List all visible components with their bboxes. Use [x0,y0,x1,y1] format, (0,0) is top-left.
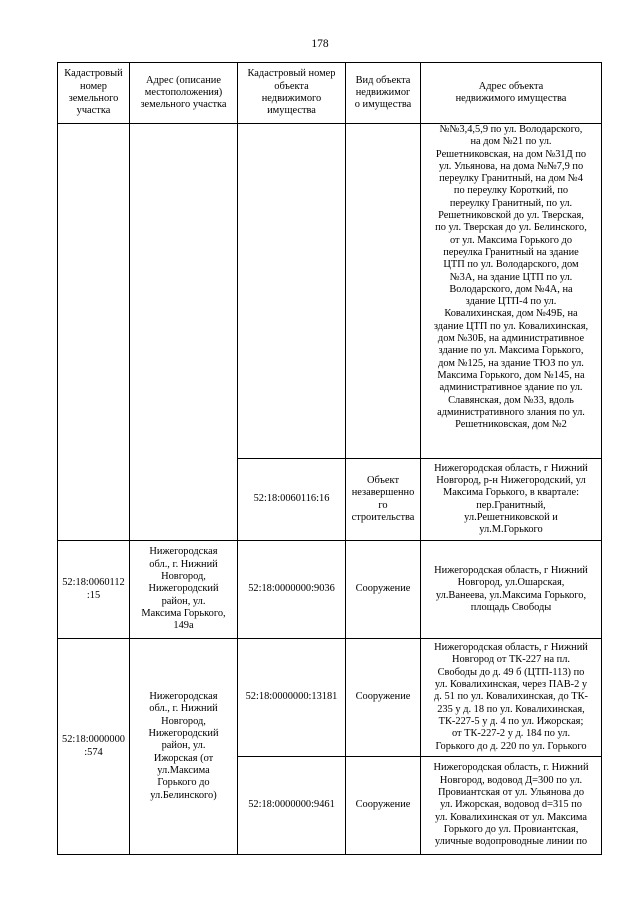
object-type-cell: Объект незавершенно го строительства [346,459,421,541]
land-cadastral-cell: 52:18:0000000 :574 [58,639,130,855]
object-cadastral-cell: 52:18:0000000:13181 [238,639,346,757]
table-row [58,639,602,757]
object-cadastral-cell: 52:18:0000000:9036 [238,541,346,639]
object-type-cell: Сооружение [346,541,421,639]
land-cadastral-cell [58,124,130,541]
object-address-cell: Нижегородская область, г. Нижний Новгород, водовод Д=300 по ул. Провиантская от ул. Ульянова до ул. Ижорская, водовод d=315 по ул. Ковалихинская от ул. Максима Горького до ул. Провиантская, уличные водопроводные линии по [421,757,602,855]
header-land-cadastral: Кадастровый номер земельного участка [58,63,130,124]
land-address-cell: Нижегородская обл., г. Нижний Новгород, Нижегородский район, ул. Ижорская (от ул.Максима Горького до ул.Белинского) [130,639,238,855]
header-land-address: Адрес (описание местоположения) земельного участка [130,63,238,124]
table-row [58,124,602,459]
object-type-cell: Сооружение [346,757,421,855]
object-address-cell: Нижегородская область, г Нижний Новгород, ул.Ошарская, ул.Ванеева, ул.Максима Горького, площадь Свободы [421,541,602,639]
table-header-row [58,63,602,124]
object-cadastral-cell: 52:18:0000000:9461 [238,757,346,855]
header-object-type: Вид объекта недвижимог о имущества [346,63,421,124]
object-cadastral-cell [238,124,346,459]
object-type-cell: Сооружение [346,639,421,757]
cadastral-table [57,62,602,855]
table-row [58,541,602,639]
page-number: 178 [311,38,329,50]
object-address-cell: Нижегородская область, г Нижний Новгород от ТК-227 на пл. Свободы до д. 49 б (ЦТП-113) по ул. Ковалихинская, через ПАВ-2 у д. 51 по ул. Ковалихинская, до ТК- 235 у д. 18 по ул. Ковалихинская, ТК-227-5 у д. 4 по ул. Ижорская; от ТК-227-2 у д. 184 по ул. Горького до д. 220 по ул. Горького [421,639,602,757]
object-cadastral-cell: 52:18:0060116:16 [238,459,346,541]
object-address-cell: №№3,4,5,9 по ул. Володарского, на дом №21 по ул. Решетниковская, на дом №31Д по ул. Ульянова, на дома №№7,9 по переулку Гранитный, на дом №4 по переулку Короткий, по переулку Гранитный, по ул. Решетниковской до ул. Тверская, по ул. Тверская до ул. Белинского, от ул. Максима Горького до переулка Гранитный на здание ЦТП по ул. Володарского, дом №3А, на здание ЦТП по ул. Володарского, дом №4А, на здание ЦТП-4 по ул. Ковалихинская, дом №49Б, на здание ЦТП по ул. Ковалихинская, дом №30Б, на административное здание по ул. Максима Горького, дом №125, на здание ТЮЗ по ул. Максима Горького, дом №145, на административное здание по ул. Славянская, дом №33, вдоль административного злания по ул. Решетниковская, дом №2 [421,124,602,459]
header-object-cadastral: Кадастровый номер объекта недвижимого имущества [238,63,346,124]
land-address-cell [130,124,238,541]
header-object-address: Адрес объекта недвижимого имущества [421,63,602,124]
land-address-cell: Нижегородская обл., г. Нижний Новгород, Нижегородский район, ул. Максима Горького, 149а [130,541,238,639]
land-cadastral-cell: 52:18:0060112 :15 [58,541,130,639]
object-address-cell: Нижегородская область, г Нижний Новгород, р-н Нижегородский, ул Максима Горького, в квартале: пер.Гранитный, ул.Решетниковской и ул.М.Горького [421,459,602,541]
object-type-cell [346,124,421,459]
